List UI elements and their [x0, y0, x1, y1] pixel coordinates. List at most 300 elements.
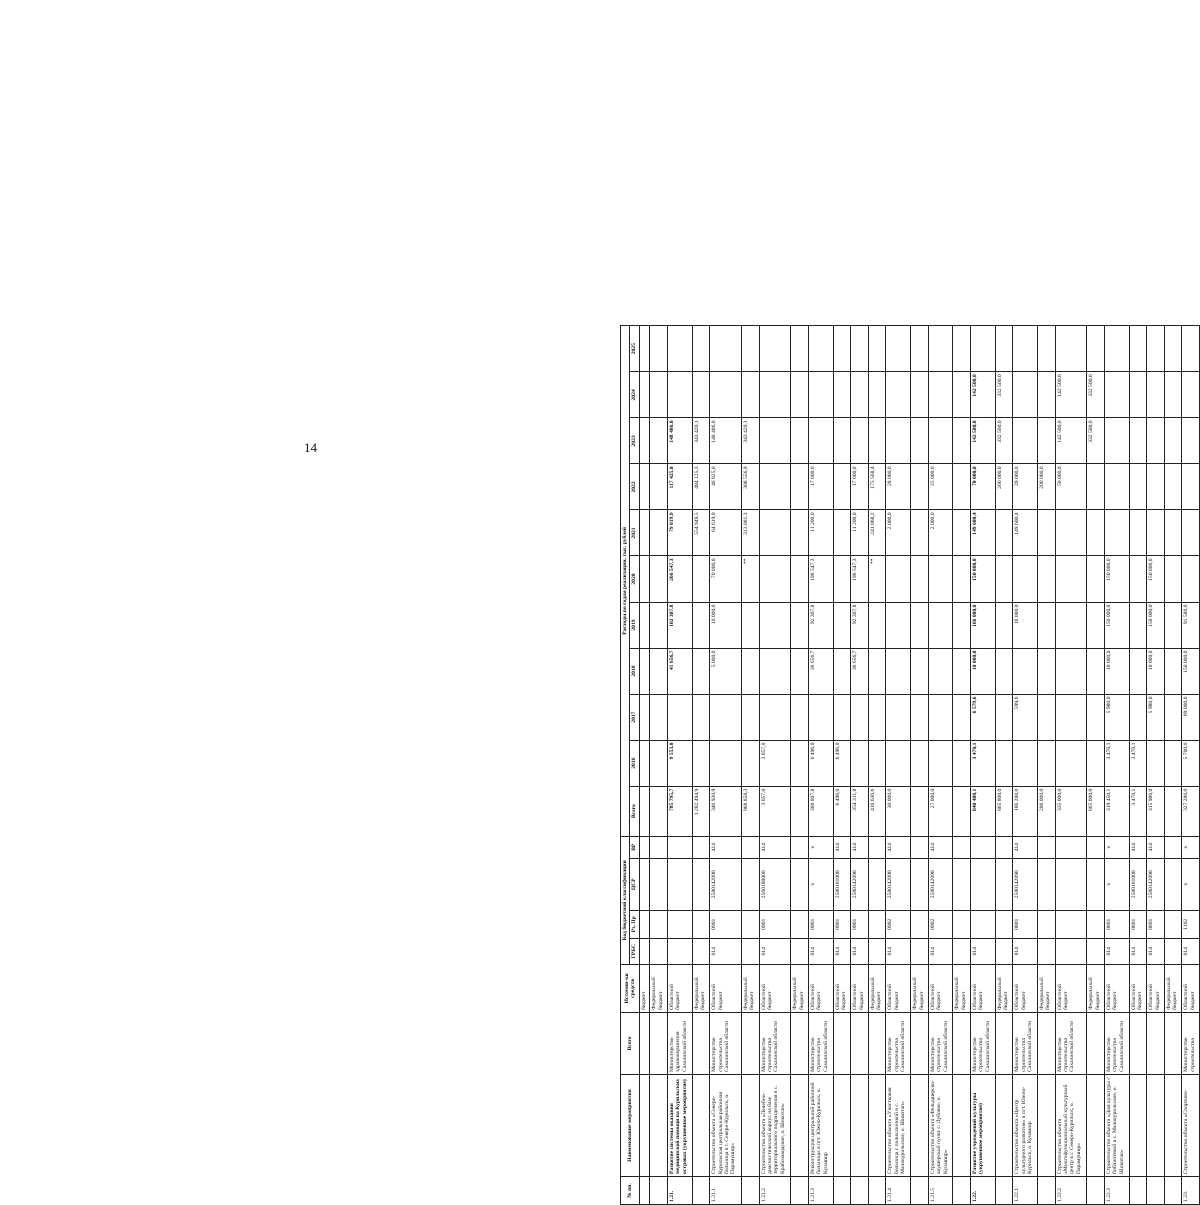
table-row — [667, 326, 692, 1205]
cell-csr: х — [1182, 858, 1200, 910]
cell-year-value — [667, 694, 692, 740]
cell-vr — [970, 836, 995, 858]
cell-source: Областной бюджет — [1147, 964, 1165, 1012]
header-year: 2019 — [630, 602, 639, 648]
cell-year-value: 3 057,0 — [759, 740, 791, 786]
table-row — [639, 326, 649, 1205]
cell-year-value — [953, 602, 971, 648]
cell-executor — [953, 1012, 971, 1074]
header-total: Всего — [630, 786, 639, 836]
cell-year-value — [1055, 602, 1087, 648]
cell-vr: 414 — [1013, 836, 1038, 858]
cell-year-value — [868, 326, 886, 372]
cell-executor — [692, 1012, 710, 1074]
cell-year-value — [1055, 740, 1087, 786]
cell-rzpr — [1164, 910, 1182, 938]
table-row — [1037, 326, 1055, 1205]
cell-year-value — [667, 372, 692, 418]
cell-year-value — [953, 694, 971, 740]
cell-total: 346 930,9 — [710, 786, 742, 836]
cell-year-value: 332 500,0 — [1087, 418, 1105, 464]
cell-year-value — [1182, 418, 1200, 464]
cell-year-value: 3 470,1 — [1129, 740, 1147, 786]
header-year: 2023 — [630, 418, 639, 464]
cell-grbs — [995, 938, 1013, 964]
cell-year-value: 89 000,0 — [1182, 694, 1200, 740]
cell-grbs: 014 — [970, 938, 995, 964]
cell-vr — [868, 836, 886, 858]
cell-year-value — [886, 556, 911, 602]
cell-name — [1037, 1074, 1055, 1176]
cell-name — [995, 1074, 1013, 1176]
header-name: Наименование мероприятия — [621, 1074, 640, 1176]
cell-source: Областной бюджет — [1129, 964, 1147, 1012]
cell-year-value — [1013, 740, 1038, 786]
cell-year-value: 142 500,0 — [970, 418, 995, 464]
cell-name: Строительство объекта «Участковая больница с поликлиникой в с. Малокурильское, о. Шикотан» — [886, 1074, 911, 1176]
cell-vr — [1055, 836, 1087, 858]
cell-executor: Министерство строительства Сахалинской области — [808, 1012, 833, 1074]
table-row — [1055, 326, 1087, 1205]
cell-grbs: 014 — [1182, 938, 1200, 964]
cell-name — [639, 1074, 649, 1176]
cell-name: Строительство объекта «Дом культуры с библиотекой в с. Малокурильское, о. Шикотан» — [1104, 1074, 1129, 1176]
table-row — [1104, 326, 1129, 1205]
cell-source: бюджет — [639, 964, 649, 1012]
cell-year-value: 16 000,0 — [1013, 602, 1038, 648]
cell-rzpr — [1087, 910, 1105, 938]
cell-year-value — [1147, 464, 1165, 510]
cell-year-value — [759, 418, 791, 464]
cell-year-value — [833, 418, 851, 464]
cell-vr — [650, 836, 668, 858]
cell-year-value — [911, 602, 929, 648]
cell-total — [639, 786, 649, 836]
header-csr: ЦСР — [630, 858, 639, 910]
cell-executor — [995, 1012, 1013, 1074]
cell-source: Федеральный бюджет — [741, 964, 759, 1012]
cell-year-value — [639, 602, 649, 648]
cell-vr: 414 — [886, 836, 911, 858]
cell-year-value: 266 547,3 — [667, 556, 692, 602]
cell-source: Областной бюджет — [710, 964, 742, 1012]
cell-year-value — [650, 556, 668, 602]
cell-num: 1.23. — [1182, 1176, 1200, 1204]
cell-year-value — [995, 510, 1013, 556]
cell-total — [953, 786, 971, 836]
cell-vr: 414 — [851, 836, 869, 858]
cell-csr — [791, 858, 809, 910]
cell-executor — [833, 1012, 851, 1074]
cell-year-value: 46 825,0 — [710, 464, 742, 510]
cell-source: Федеральный бюджет — [791, 964, 809, 1012]
cell-source: Областной бюджет — [851, 964, 869, 1012]
cell-executor: Министерство строительства Сахалинской области — [1104, 1012, 1129, 1074]
cell-year-value: 150 000,0 — [1147, 602, 1165, 648]
cell-csr: 2580142090 — [710, 858, 742, 910]
cell-year-value: 2 000,0 — [886, 510, 911, 556]
cell-year-value — [639, 464, 649, 510]
cell-year-value: 41 656,7 — [667, 648, 692, 694]
cell-year-value — [995, 694, 1013, 740]
cell-source: Федеральный бюджет — [995, 964, 1013, 1012]
cell-rzpr: 0801 — [1147, 910, 1165, 938]
cell-year-value: 3 470,1 — [1104, 740, 1129, 786]
cell-year-value — [928, 556, 953, 602]
cell-year-value: 554 949,5 — [692, 510, 710, 556]
cell-year-value — [1087, 510, 1105, 556]
cell-num — [995, 1176, 1013, 1204]
cell-year-value: 91 580,0 — [1182, 602, 1200, 648]
cell-csr — [741, 858, 759, 910]
cell-executor — [1164, 1012, 1182, 1074]
cell-vr — [692, 836, 710, 858]
cell-csr — [650, 858, 668, 910]
cell-source: Федеральный бюджет — [1164, 964, 1182, 1012]
cell-year-value: 9 553,0 — [667, 740, 692, 786]
cell-vr — [911, 836, 929, 858]
cell-name: Строительство объекта «Фельдшерско-акушерский пункт с. Дубовое, о. Кунашир» — [928, 1074, 953, 1176]
cell-grbs — [639, 938, 649, 964]
cell-source: Областной бюджет — [759, 964, 791, 1012]
cell-total: 865 800,0 — [995, 786, 1013, 836]
table-row — [886, 326, 911, 1205]
cell-year-value — [1147, 326, 1165, 372]
cell-total: 335 000,0 — [1055, 786, 1087, 836]
cell-vr — [953, 836, 971, 858]
cell-num — [1129, 1176, 1147, 1204]
cell-grbs: 014 — [1129, 938, 1147, 964]
cell-rzpr — [953, 910, 971, 938]
cell-total: 785 795,7 — [667, 786, 692, 836]
cell-csr — [639, 858, 649, 910]
cell-vr — [667, 836, 692, 858]
cell-source: Областной бюджет — [808, 964, 833, 1012]
cell-year-value — [886, 648, 911, 694]
cell-executor — [1037, 1012, 1055, 1074]
cell-num — [953, 1176, 971, 1204]
cell-year-value — [791, 510, 809, 556]
cell-year-value — [1164, 556, 1182, 602]
cell-year-value: 70 000,0 — [710, 556, 742, 602]
cell-year-value — [911, 326, 929, 372]
cell-executor — [639, 1012, 649, 1074]
cell-year-value — [868, 648, 886, 694]
table-row — [1013, 326, 1038, 1205]
cell-source: Областной бюджет — [833, 964, 851, 1012]
cell-executor — [911, 1012, 929, 1074]
cell-year-value — [928, 418, 953, 464]
cell-year-value: ** — [741, 556, 759, 602]
cell-grbs — [953, 938, 971, 964]
cell-executor: Министерство строительства Сахалинской области — [928, 1012, 953, 1074]
cell-grbs: 014 — [928, 938, 953, 964]
cell-year-value — [953, 464, 971, 510]
cell-year-value: 6 579,6 — [970, 694, 995, 740]
cell-year-value: 332 500,0 — [1087, 372, 1105, 418]
cell-year-value — [639, 510, 649, 556]
cell-total: 354 311,8 — [851, 786, 869, 836]
table-body — [639, 326, 1199, 1205]
cell-year-value — [1164, 740, 1182, 786]
cell-csr — [911, 858, 929, 910]
cell-csr — [692, 858, 710, 910]
cell-year-value — [759, 648, 791, 694]
header-vr: ВР — [630, 836, 639, 858]
cell-year-value — [1147, 510, 1165, 556]
cell-year-value — [1164, 464, 1182, 510]
cell-year-value — [1182, 510, 1200, 556]
cell-year-value — [1087, 326, 1105, 372]
cell-year-value — [759, 464, 791, 510]
cell-year-value — [851, 372, 869, 418]
table-row — [868, 326, 886, 1205]
cell-rzpr — [995, 910, 1013, 938]
cell-source: Областной бюджет — [886, 964, 911, 1012]
cell-year-value: 92 307,8 — [851, 602, 869, 648]
cell-grbs: 014 — [833, 938, 851, 964]
header-year: 2016 — [630, 740, 639, 786]
cell-vr — [1037, 836, 1055, 858]
cell-year-value — [868, 372, 886, 418]
cell-year-value — [639, 694, 649, 740]
table-row — [970, 326, 995, 1205]
cell-year-value — [833, 648, 851, 694]
cell-year-value — [759, 556, 791, 602]
cell-year-value — [1129, 556, 1147, 602]
cell-year-value — [639, 556, 649, 602]
cell-name — [1164, 1074, 1182, 1176]
cell-rzpr — [791, 910, 809, 938]
cell-year-value — [1055, 510, 1087, 556]
cell-source: Областной бюджет — [970, 964, 995, 1012]
cell-executor: Министерство строительства Сахалинской области — [1055, 1012, 1087, 1074]
table-row — [995, 326, 1013, 1205]
cell-year-value — [1104, 464, 1129, 510]
cell-year-value — [759, 694, 791, 740]
header-exec: Всего — [621, 1012, 640, 1074]
cell-source: Областной бюджет — [1182, 964, 1200, 1012]
cell-total — [911, 786, 929, 836]
cell-num: 1.22.3 — [1104, 1176, 1129, 1204]
cell-total: 3 057,0 — [759, 786, 791, 836]
cell-name: Строительство объекта «Лечебно-диагностический корпус на базе территориального подразделения в с. Крабозаводское, о. Шикотан» — [759, 1074, 791, 1176]
cell-vr: 414 — [1147, 836, 1165, 858]
cell-grbs — [868, 938, 886, 964]
cell-year-value — [995, 602, 1013, 648]
cell-year-value — [833, 602, 851, 648]
cell-year-value — [1182, 326, 1200, 372]
page-number: 14 — [304, 440, 317, 455]
cell-year-value — [833, 372, 851, 418]
cell-rzpr: 0901 — [808, 910, 833, 938]
cell-total: 27 000,0 — [928, 786, 953, 836]
cell-year-value: 10 000,0 — [1147, 648, 1165, 694]
cell-year-value — [692, 694, 710, 740]
cell-name — [1087, 1074, 1105, 1176]
cell-year-value — [1104, 326, 1129, 372]
header-num: № пп. — [621, 1176, 640, 1204]
cell-year-value — [970, 326, 995, 372]
cell-csr — [1037, 858, 1055, 910]
cell-year-value — [808, 372, 833, 418]
cell-source: Областной бюджет — [1055, 964, 1087, 1012]
cell-num — [1164, 1176, 1182, 1204]
cell-year-value — [886, 694, 911, 740]
cell-num — [911, 1176, 929, 1204]
cell-year-value — [911, 556, 929, 602]
cell-name: Строительство объекта «Многофункциональный культурный центр в г. Северо-Курильск, о. Парамушир» — [1055, 1074, 1087, 1176]
cell-vr: х — [1182, 836, 1200, 858]
cell-year-value: 25 000,0 — [928, 464, 953, 510]
cell-year-value — [650, 602, 668, 648]
cell-year-value — [759, 326, 791, 372]
cell-year-value — [911, 464, 929, 510]
cell-year-value: 11 200,0 — [851, 510, 869, 556]
cell-year-value — [911, 418, 929, 464]
cell-year-value — [995, 648, 1013, 694]
cell-csr — [868, 858, 886, 910]
cell-year-value: 343 420,1 — [692, 418, 710, 464]
cell-year-value: 484 125,3 — [692, 464, 710, 510]
cell-year-value: 332 500,0 — [995, 372, 1013, 418]
cell-year-value — [1055, 326, 1087, 372]
cell-rzpr: 0901 — [710, 910, 742, 938]
cell-name: Строительство объекта «Северо-Курильская центральная районная больница в г. Северо-Курильск, о. Парамушир» — [710, 1074, 742, 1176]
cell-name — [692, 1074, 710, 1176]
cell-year-value: 5 000,0 — [710, 648, 742, 694]
cell-year-value — [650, 372, 668, 418]
cell-total — [791, 786, 809, 836]
cell-year-value — [791, 372, 809, 418]
cell-num: 1.22. — [970, 1176, 995, 1204]
cell-num: 1.21.3 — [808, 1176, 833, 1204]
cell-rzpr — [911, 910, 929, 938]
cell-rzpr: 0901 — [833, 910, 851, 938]
cell-num — [1037, 1176, 1055, 1204]
cell-year-value — [928, 372, 953, 418]
cell-rzpr — [639, 910, 649, 938]
cell-year-value: 150 000,0 — [1182, 648, 1200, 694]
cell-vr: 414 — [833, 836, 851, 858]
cell-year-value — [995, 556, 1013, 602]
cell-year-value — [995, 326, 1013, 372]
cell-csr — [667, 858, 692, 910]
cell-year-value — [1129, 602, 1147, 648]
cell-rzpr: 0902 — [928, 910, 953, 938]
cell-num: 1.21.4 — [886, 1176, 911, 1204]
cell-year-value — [650, 648, 668, 694]
cell-year-value — [759, 602, 791, 648]
cell-name — [868, 1074, 886, 1176]
cell-year-value — [791, 418, 809, 464]
cell-year-value: 599,6 — [1013, 694, 1038, 740]
cell-year-value — [639, 648, 649, 694]
cell-year-value — [650, 740, 668, 786]
cell-year-value: 10 000,0 — [710, 602, 742, 648]
cell-year-value — [791, 556, 809, 602]
cell-year-value — [911, 648, 929, 694]
cell-rzpr: 0902 — [886, 910, 911, 938]
cell-csr — [953, 858, 971, 910]
cell-year-value — [639, 740, 649, 786]
header-grbs: ГРБС — [630, 938, 639, 964]
cell-source: Федеральный бюджет — [868, 964, 886, 1012]
cell-source: Федеральный бюджет — [650, 964, 668, 1012]
cell-source: Областной бюджет — [928, 964, 953, 1012]
cell-year-value: 5 980,0 — [1147, 694, 1165, 740]
cell-year-value: 166 000,0 — [970, 602, 995, 648]
cell-rzpr: 0801 — [1104, 910, 1129, 938]
cell-vr — [1087, 836, 1105, 858]
cell-year-value — [953, 740, 971, 786]
cell-csr — [995, 858, 1013, 910]
cell-total: 186 200,0 — [1013, 786, 1038, 836]
cell-rzpr — [741, 910, 759, 938]
header-rzpr: Рз, Пр — [630, 910, 639, 938]
cell-year-value — [953, 510, 971, 556]
cell-year-value: 200 000,0 — [995, 464, 1013, 510]
cell-num — [851, 1176, 869, 1204]
cell-vr — [1164, 836, 1182, 858]
cell-num: 1.21.2 — [759, 1176, 791, 1204]
cell-year-value — [1164, 694, 1182, 740]
cell-total: 30 000,0 — [886, 786, 911, 836]
cell-source: Федеральный бюджет — [953, 964, 971, 1012]
cell-year-value — [791, 740, 809, 786]
cell-year-value — [1013, 418, 1038, 464]
cell-rzpr: 1102 — [1182, 910, 1200, 938]
cell-year-value: 149 600,4 — [970, 510, 995, 556]
cell-name — [791, 1074, 809, 1176]
table-row — [692, 326, 710, 1205]
cell-year-value — [667, 326, 692, 372]
cell-executor — [868, 1012, 886, 1074]
cell-executor: Министерство строительства Сахалинской области — [970, 1012, 995, 1074]
cell-csr — [1055, 858, 1087, 910]
cell-year-value: 148 486,0 — [710, 418, 742, 464]
cell-rzpr — [1037, 910, 1055, 938]
cell-year-value: 10 000,0 — [970, 648, 995, 694]
cell-year-value — [759, 510, 791, 556]
cell-year-value — [692, 556, 710, 602]
cell-year-value — [833, 510, 851, 556]
cell-year-value — [886, 740, 911, 786]
header-year: 2022 — [630, 464, 639, 510]
cell-name: Развитие системы оказания медицинской помощи на Курильских островах (укрупненное мероприятие) — [667, 1074, 692, 1176]
cell-executor — [1087, 1012, 1105, 1074]
cell-total: 360 807,8 — [808, 786, 833, 836]
cell-csr: 2580142090 — [1013, 858, 1038, 910]
cell-grbs: 014 — [759, 938, 791, 964]
cell-year-value: 28 000,0 — [886, 464, 911, 510]
cell-year-value: 241 068,2 — [868, 510, 886, 556]
cell-total: 968 858,3 — [741, 786, 759, 836]
cell-grbs — [1164, 938, 1182, 964]
cell-year-value — [833, 464, 851, 510]
cell-year-value — [1087, 464, 1105, 510]
cell-csr — [1087, 858, 1105, 910]
cell-year-value — [692, 648, 710, 694]
cell-grbs — [1055, 938, 1087, 964]
cell-year-value — [886, 372, 911, 418]
program-budget-table — [620, 325, 1200, 1205]
cell-year-value — [911, 694, 929, 740]
cell-source: Федеральный бюджет — [1037, 964, 1055, 1012]
cell-csr: 2580142090 — [1147, 858, 1165, 910]
cell-csr: 2580181000 — [1129, 858, 1147, 910]
cell-total: 3 470,1 — [1129, 786, 1147, 836]
